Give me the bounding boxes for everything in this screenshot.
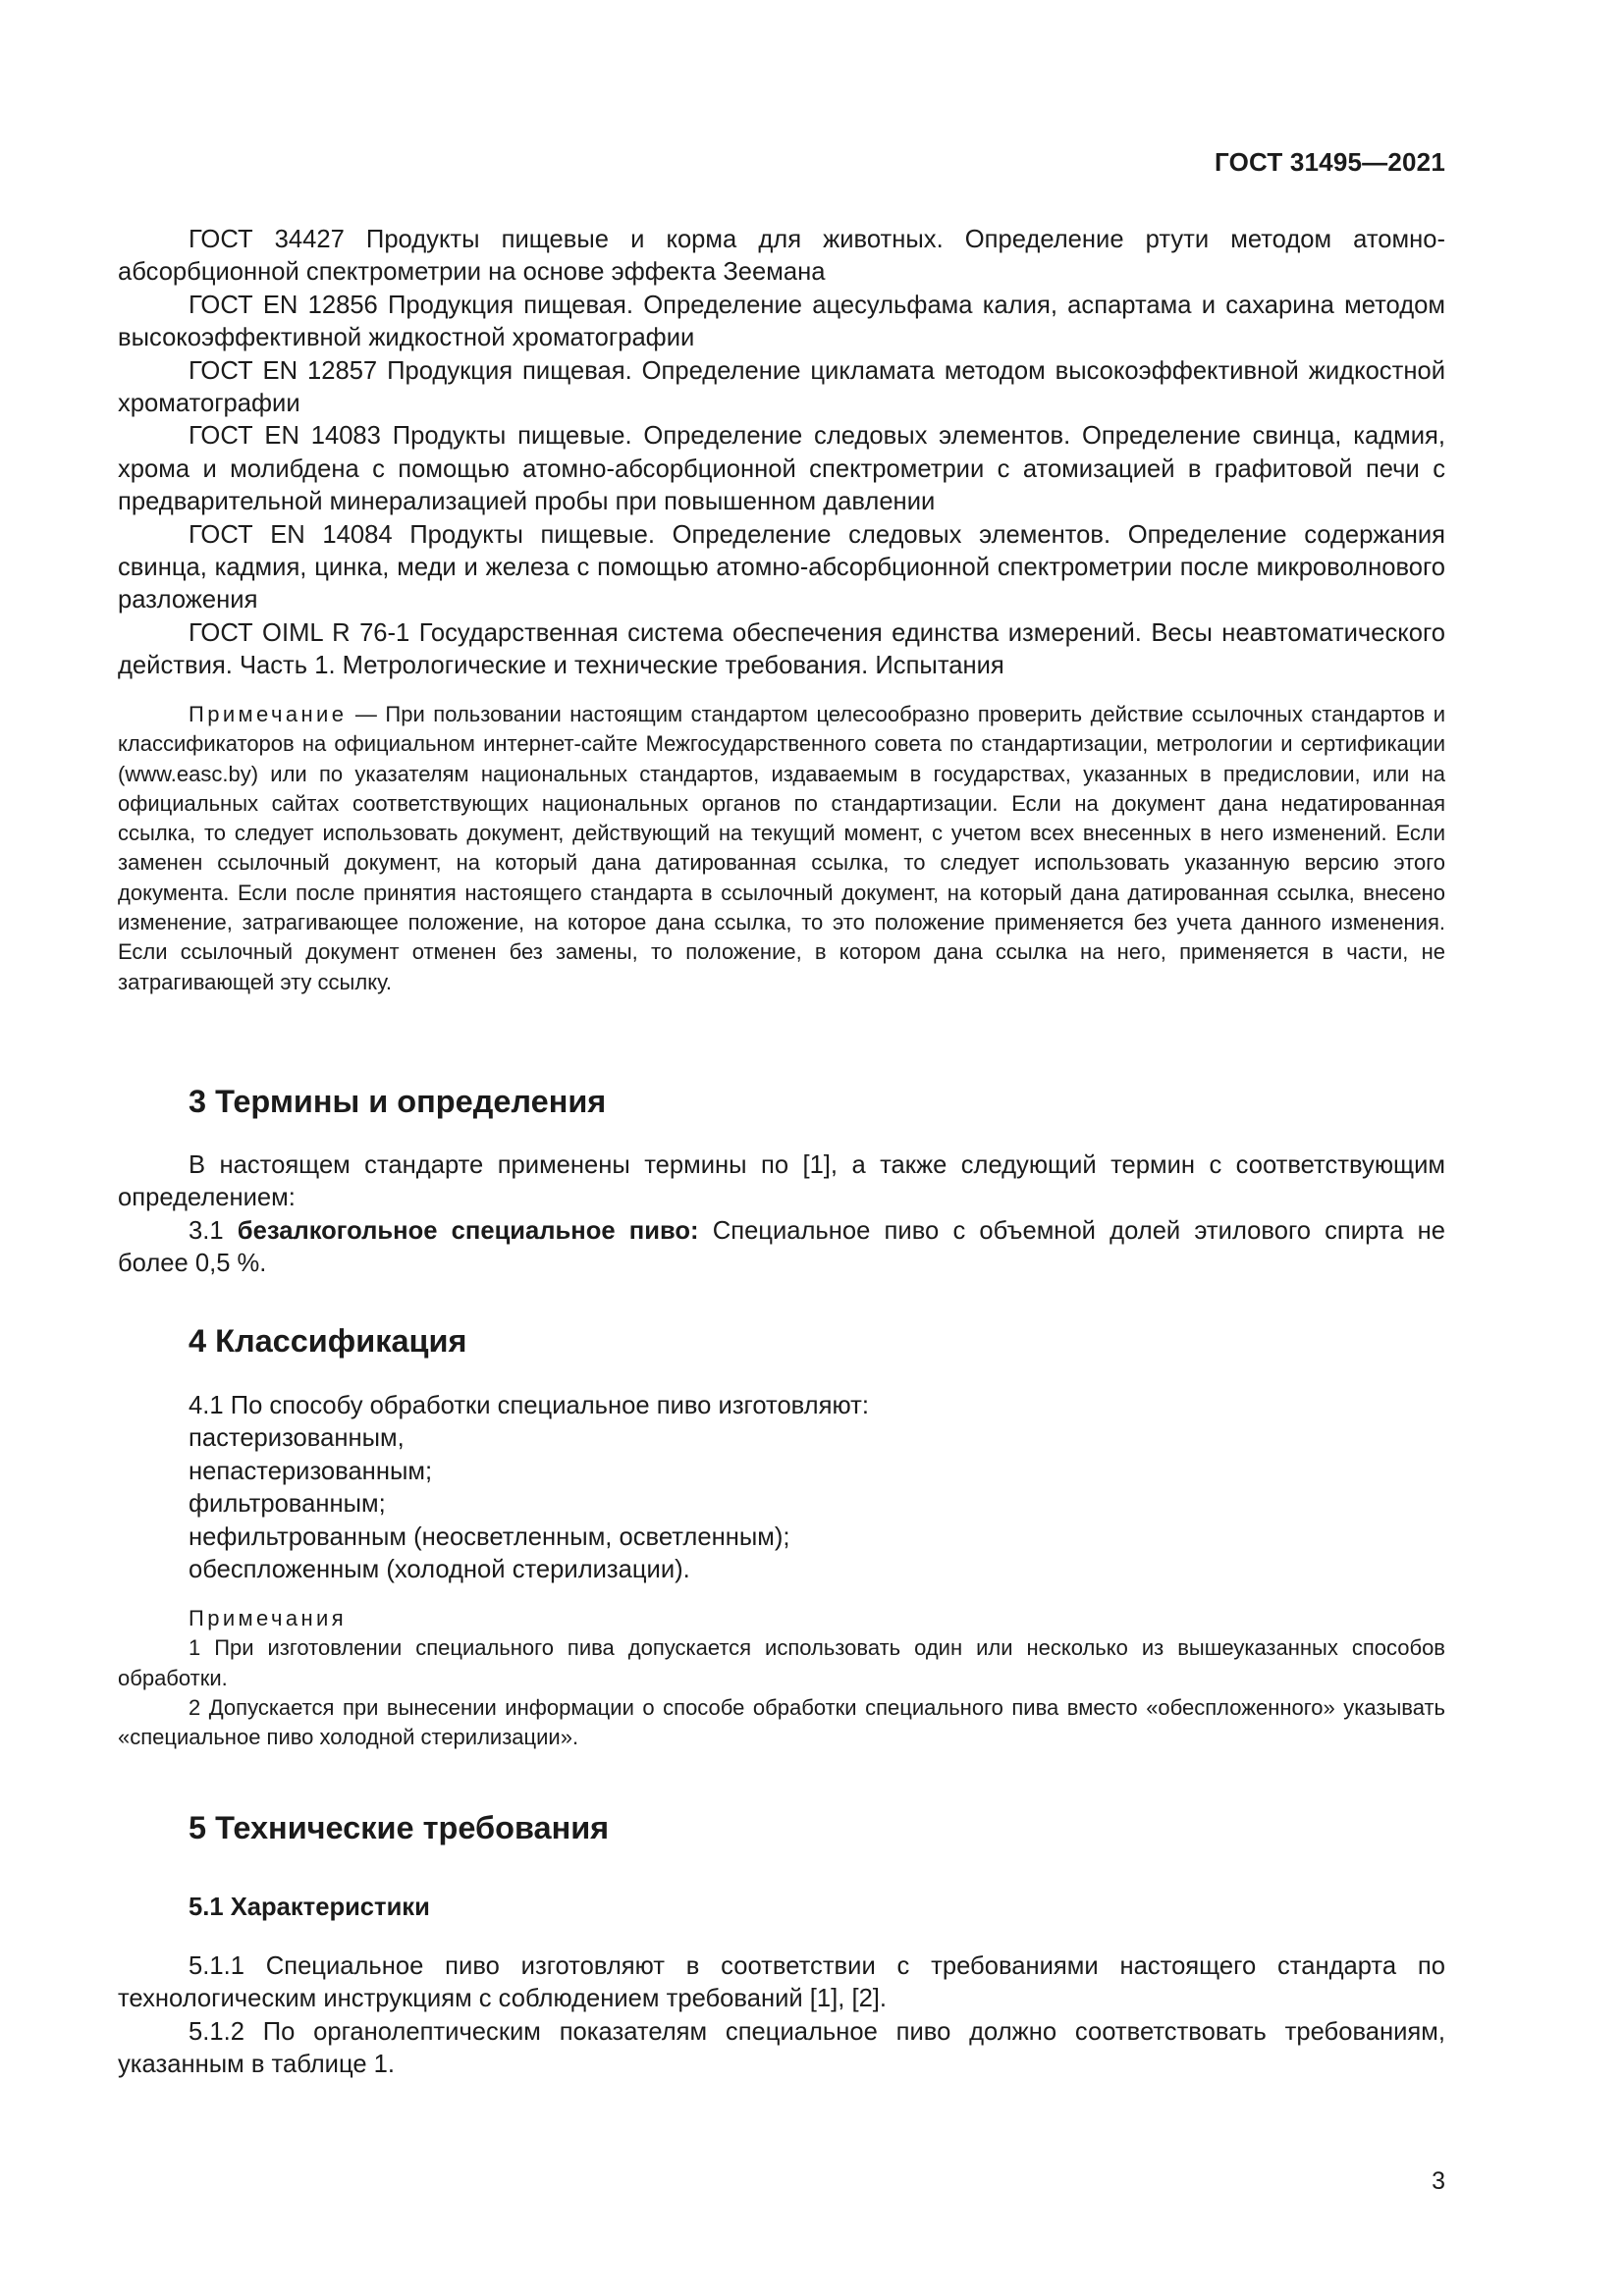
classification-lead: 4.1 По способу обработки специальное пиво изготовляют: xyxy=(189,1392,869,1419)
term-number: 3.1 xyxy=(189,1216,238,1245)
section-4-notes xyxy=(118,1604,1445,1752)
section-5-title: 5 Технические требования xyxy=(189,1810,610,1845)
list-item: обеспложенным (холодной стерилизации). xyxy=(189,1556,690,1584)
paragraph: 5.1.1 Специальное пиво изготовляют в соответствии с требованиями настоящего стандарта по технологическим инструкциям с соблюдением требований [1], [2]. xyxy=(118,1952,1445,2013)
term-name: безалкогольное специальное пиво: xyxy=(237,1216,699,1245)
page-number: 3 xyxy=(1432,2167,1445,2195)
subsection-5-1-title: 5.1 Характеристики xyxy=(189,1894,430,1921)
reference-item: ГОСТ EN 12856 Продукция пищевая. Определение ацесульфама калия, аспартама и сахарина методом высокоэффективной жидкостной хроматографии xyxy=(118,291,1445,352)
section-3-intro: В настоящем стандарте применены термины по [1], а также следующий термин с соответствующим определением: xyxy=(118,1151,1445,1212)
section-3-title: 3 Термины и определения xyxy=(189,1084,607,1119)
list-item: фильтрованным; xyxy=(189,1490,386,1519)
reference-item: ГОСТ EN 12857 Продукция пищевая. Определение цикламата методом высокоэффективной жидкостной хроматографии xyxy=(118,356,1445,418)
note-text: При пользовании настоящим стандартом целесообразно проверить действие ссылочных стандартов и классификаторов на официальном интернет-сайте Межгосударственного совета по стандартизации, метрологии и сертификации (www.easc.by) или по указателям национальных стандартов, издаваемым в государствах, указанных в предисловии, или на официальных сайтах соответствующих национальных органов по стандартизации. Если на документ дана недатированная ссылка, то следует использовать документ, действующий на текущий момент, с учетом всех внесенных в него изменений. Если заменен ссылочный документ, на который дана датированная ссылка, то следует использовать указанную версию этого документа. Если после принятия настоящего стандарта в ссылочный документ, на который дана датированная ссылка, внесено изменение, затрагивающее положение, на которое дана ссылка, то это положение применяется без учета данного изменения. Если ссылочный документ отменен без замены, то положение, в котором дана ссылка на него, применяется в части, не затрагивающей эту ссылку. xyxy=(118,702,1445,994)
references-note xyxy=(118,700,1445,997)
list-item: нефильтрованным (неосветленным, осветленным); xyxy=(189,1522,790,1551)
references-list xyxy=(118,224,1445,683)
section-4-body xyxy=(118,1390,1445,1586)
document-code: ГОСТ 31495—2021 xyxy=(1215,147,1445,177)
term-definition xyxy=(118,1215,1445,1281)
list-item: пастеризованным, xyxy=(189,1424,405,1453)
section-3-body xyxy=(118,1149,1445,1281)
note-label: Примечание xyxy=(189,702,348,726)
notes-label: Примечания xyxy=(189,1606,348,1630)
paragraph: 5.1.2 По органолептическим показателям специальное пиво должно соответствовать требованиям, указанным в таблице 1. xyxy=(118,2017,1445,2079)
note-dash: — xyxy=(347,702,386,726)
note-item: 2 Допускается при вынесении информации о способе обработки специального пива вместо «обеспложенного» указывать «специальное пиво холодной стерилизации». xyxy=(118,1694,1445,1750)
list-item: непастеризованным; xyxy=(189,1457,433,1485)
note-item: 1 При изготовлении специального пива допускается использовать один или несколько из вышеуказанных способов обработки. xyxy=(118,1635,1445,1690)
reference-item: ГОСТ EN 14083 Продукты пищевые. Определение следовых элементов. Определение свинца, кадмия, хрома и молибдена с помощью атомно-абсорбционной спектрометрии с атомизацией в графитовой печи с предварительной минерализацией пробы при повышенном давлении xyxy=(118,422,1445,516)
section-5-body xyxy=(118,1950,1445,2082)
reference-item: ГОСТ EN 14084 Продукты пищевые. Определение следовых элементов. Определение содержания свинца, кадмия, цинка, меди и железа с помощью атомно-абсорбционной спектрометрии после микроволнового разложения xyxy=(118,520,1445,614)
section-4-title: 4 Классификация xyxy=(189,1323,467,1359)
reference-item: ГОСТ 34427 Продукты пищевые и корма для животных. Определение ртути методом атомно-абсорбционной спектрометрии на основе эффекта Зеемана xyxy=(118,226,1445,287)
term-text: Специальное пиво с объемной долей этилового спирта не более 0,5 %. xyxy=(118,1216,1445,1278)
reference-item: ГОСТ OIML R 76-1 Государственная система обеспечения единства измерений. Весы неавтоматического действия. Часть 1. Метрологические и технические требования. Испытания xyxy=(118,618,1445,680)
